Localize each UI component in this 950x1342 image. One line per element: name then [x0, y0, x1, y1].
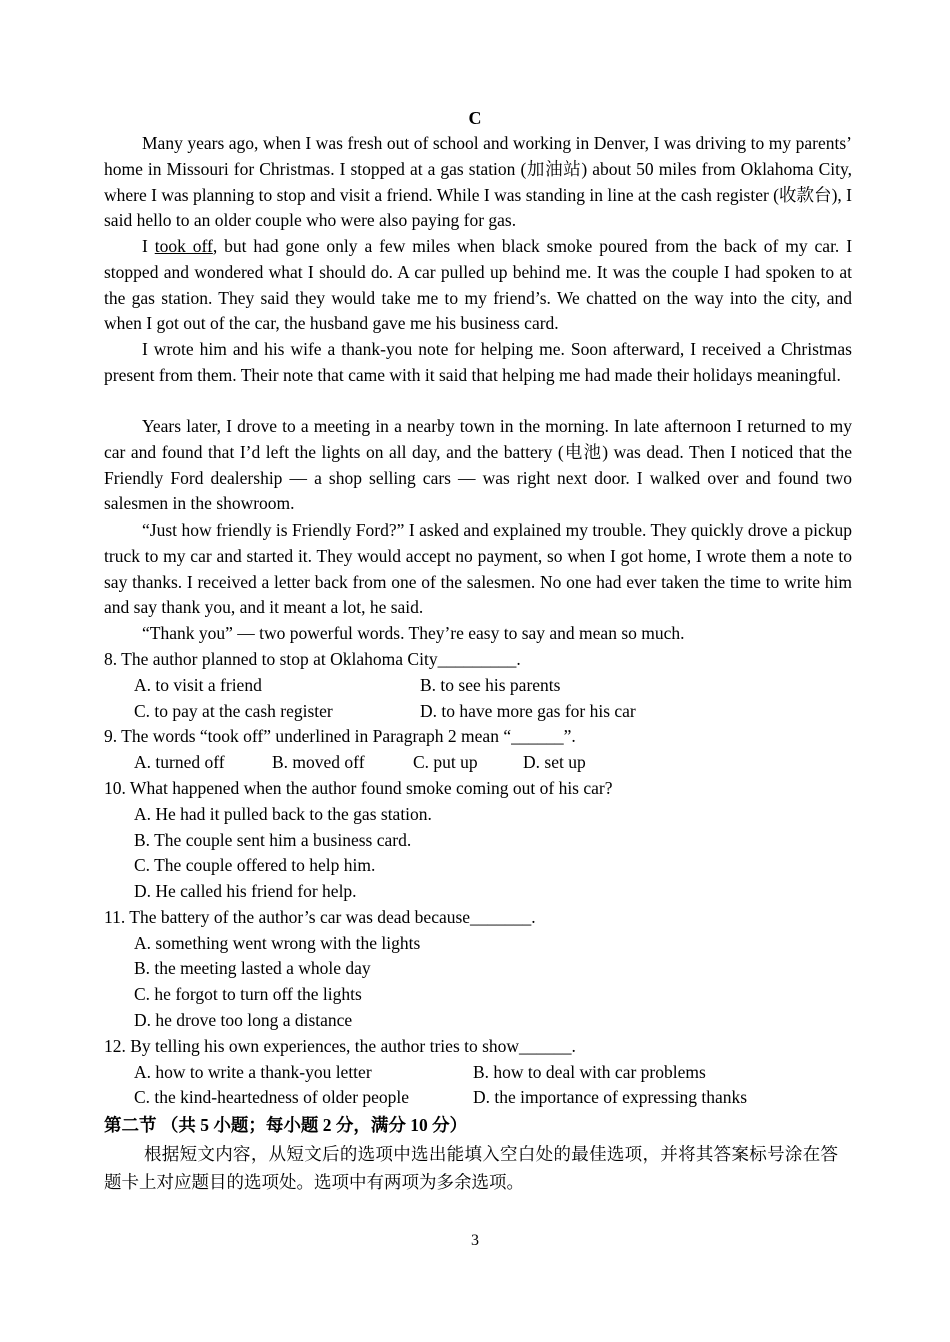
question-12-option-b: B. how to deal with car problems	[473, 1062, 706, 1082]
question-10-option-a: A. He had it pulled back to the gas station.	[134, 804, 432, 824]
page-number: 3	[471, 1232, 479, 1249]
section-instruction: 根据短文内容，从短文后的选项中选出能填入空白处的最佳选项，并将其答案标号涂在答题卡上对应题目的选项处。选项中有两项为多余选项。	[104, 1144, 838, 1192]
question-12-stem: 12. By telling his own experiences, the author tries to show______.	[104, 1036, 576, 1056]
question-8-option-a: A. to visit a friend	[134, 675, 262, 695]
question-10-option-b: B. The couple sent him a business card.	[134, 830, 412, 850]
passage-paragraph-2	[104, 234, 852, 337]
question-8-option-c: C. to pay at the cash register	[134, 701, 333, 721]
question-9-option-a: A. turned off	[134, 752, 225, 772]
paragraph-2-rest: , but had gone only a few miles when black smoke poured from the back of my car. I stopped and wondered what I should do. A car pulled up behind me. It was the couple I had spoken to at the gas station. They said they would take me to my friend’s. We chatted on the way into the city, and when I got out of the car, the husband gave me his business card.	[104, 236, 853, 334]
passage-paragraph-3: I wrote him and his wife a thank-you note for helping me. Soon afterward, I received a Christmas present from them. Their note that came with it said that helping me had made their holidays meaningful.	[104, 339, 852, 385]
question-8-stem: 8. The author planned to stop at Oklahoma City_________.	[104, 649, 521, 669]
question-10-stem: 10. What happened when the author found smoke coming out of his car?	[104, 778, 613, 798]
passage-paragraph-4: Years later, I drove to a meeting in a nearby town in the morning. In late afternoon I returned to my car and found that I’d left the lights on all day, and the battery (电池) was dead. Then I noticed that the Friendly Ford dealership — a shop selling cars — was right next door. I walked over and found two salesmen in the showroom.	[104, 416, 852, 514]
passage-paragraph-1: Many years ago, when I was fresh out of school and working in Denver, I was driving to my parents’ home in Missouri for Christmas. I stopped at a gas station (加油站) about 50 miles from Oklahoma City, where I was planning to stop and visit a friend. While I was standing in line at the cash register (收款台), I said hello to an older couple who were also paying for gas.	[104, 133, 852, 231]
question-10-option-d: D. He called his friend for help.	[134, 881, 357, 901]
question-9-stem: 9. The words “took off” underlined in Paragraph 2 mean “______”.	[104, 726, 576, 746]
question-8-option-d: D. to have more gas for his car	[420, 701, 636, 721]
paragraph-2-start: I	[142, 236, 155, 256]
question-11-option-a: A. something went wrong with the lights	[134, 933, 421, 953]
passage-title: C	[468, 108, 482, 128]
question-10-option-c: C. The couple offered to help him.	[134, 855, 376, 875]
question-12-option-d: D. the importance of expressing thanks	[473, 1087, 748, 1107]
question-11-stem: 11. The battery of the author’s car was dead because_______.	[104, 907, 536, 927]
question-9-option-d: D. set up	[523, 752, 586, 772]
underlined-phrase: took off	[154, 236, 213, 256]
question-11-option-c: C. he forgot to turn off the lights	[134, 984, 362, 1004]
passage-paragraph-6: “Thank you” — two powerful words. They’re easy to say and mean so much.	[142, 623, 685, 643]
question-12-option-c: C. the kind-heartedness of older people	[134, 1087, 410, 1107]
question-12-option-a: A. how to write a thank-you letter	[134, 1062, 372, 1082]
question-11-option-b: B. the meeting lasted a whole day	[134, 958, 371, 978]
question-11-option-d: D. he drove too long a distance	[134, 1010, 353, 1030]
question-9-option-b: B. moved off	[272, 752, 365, 772]
section-heading: 第二节 （共 5 小题；每小题 2 分，满分 10 分）	[104, 1115, 468, 1135]
question-8-option-b: B. to see his parents	[420, 675, 561, 695]
passage-paragraph-5: “Just how friendly is Friendly Ford?” I asked and explained my trouble. They quickly drove a pickup truck to my car and started it. They would accept no payment, so when I got home, I wrote them a note to say thanks. I received a letter back from one of the salesmen. No one had ever taken the time to write him and say thank you, and it meant a lot, he said.	[104, 520, 852, 618]
question-9-option-c: C. put up	[413, 752, 478, 772]
